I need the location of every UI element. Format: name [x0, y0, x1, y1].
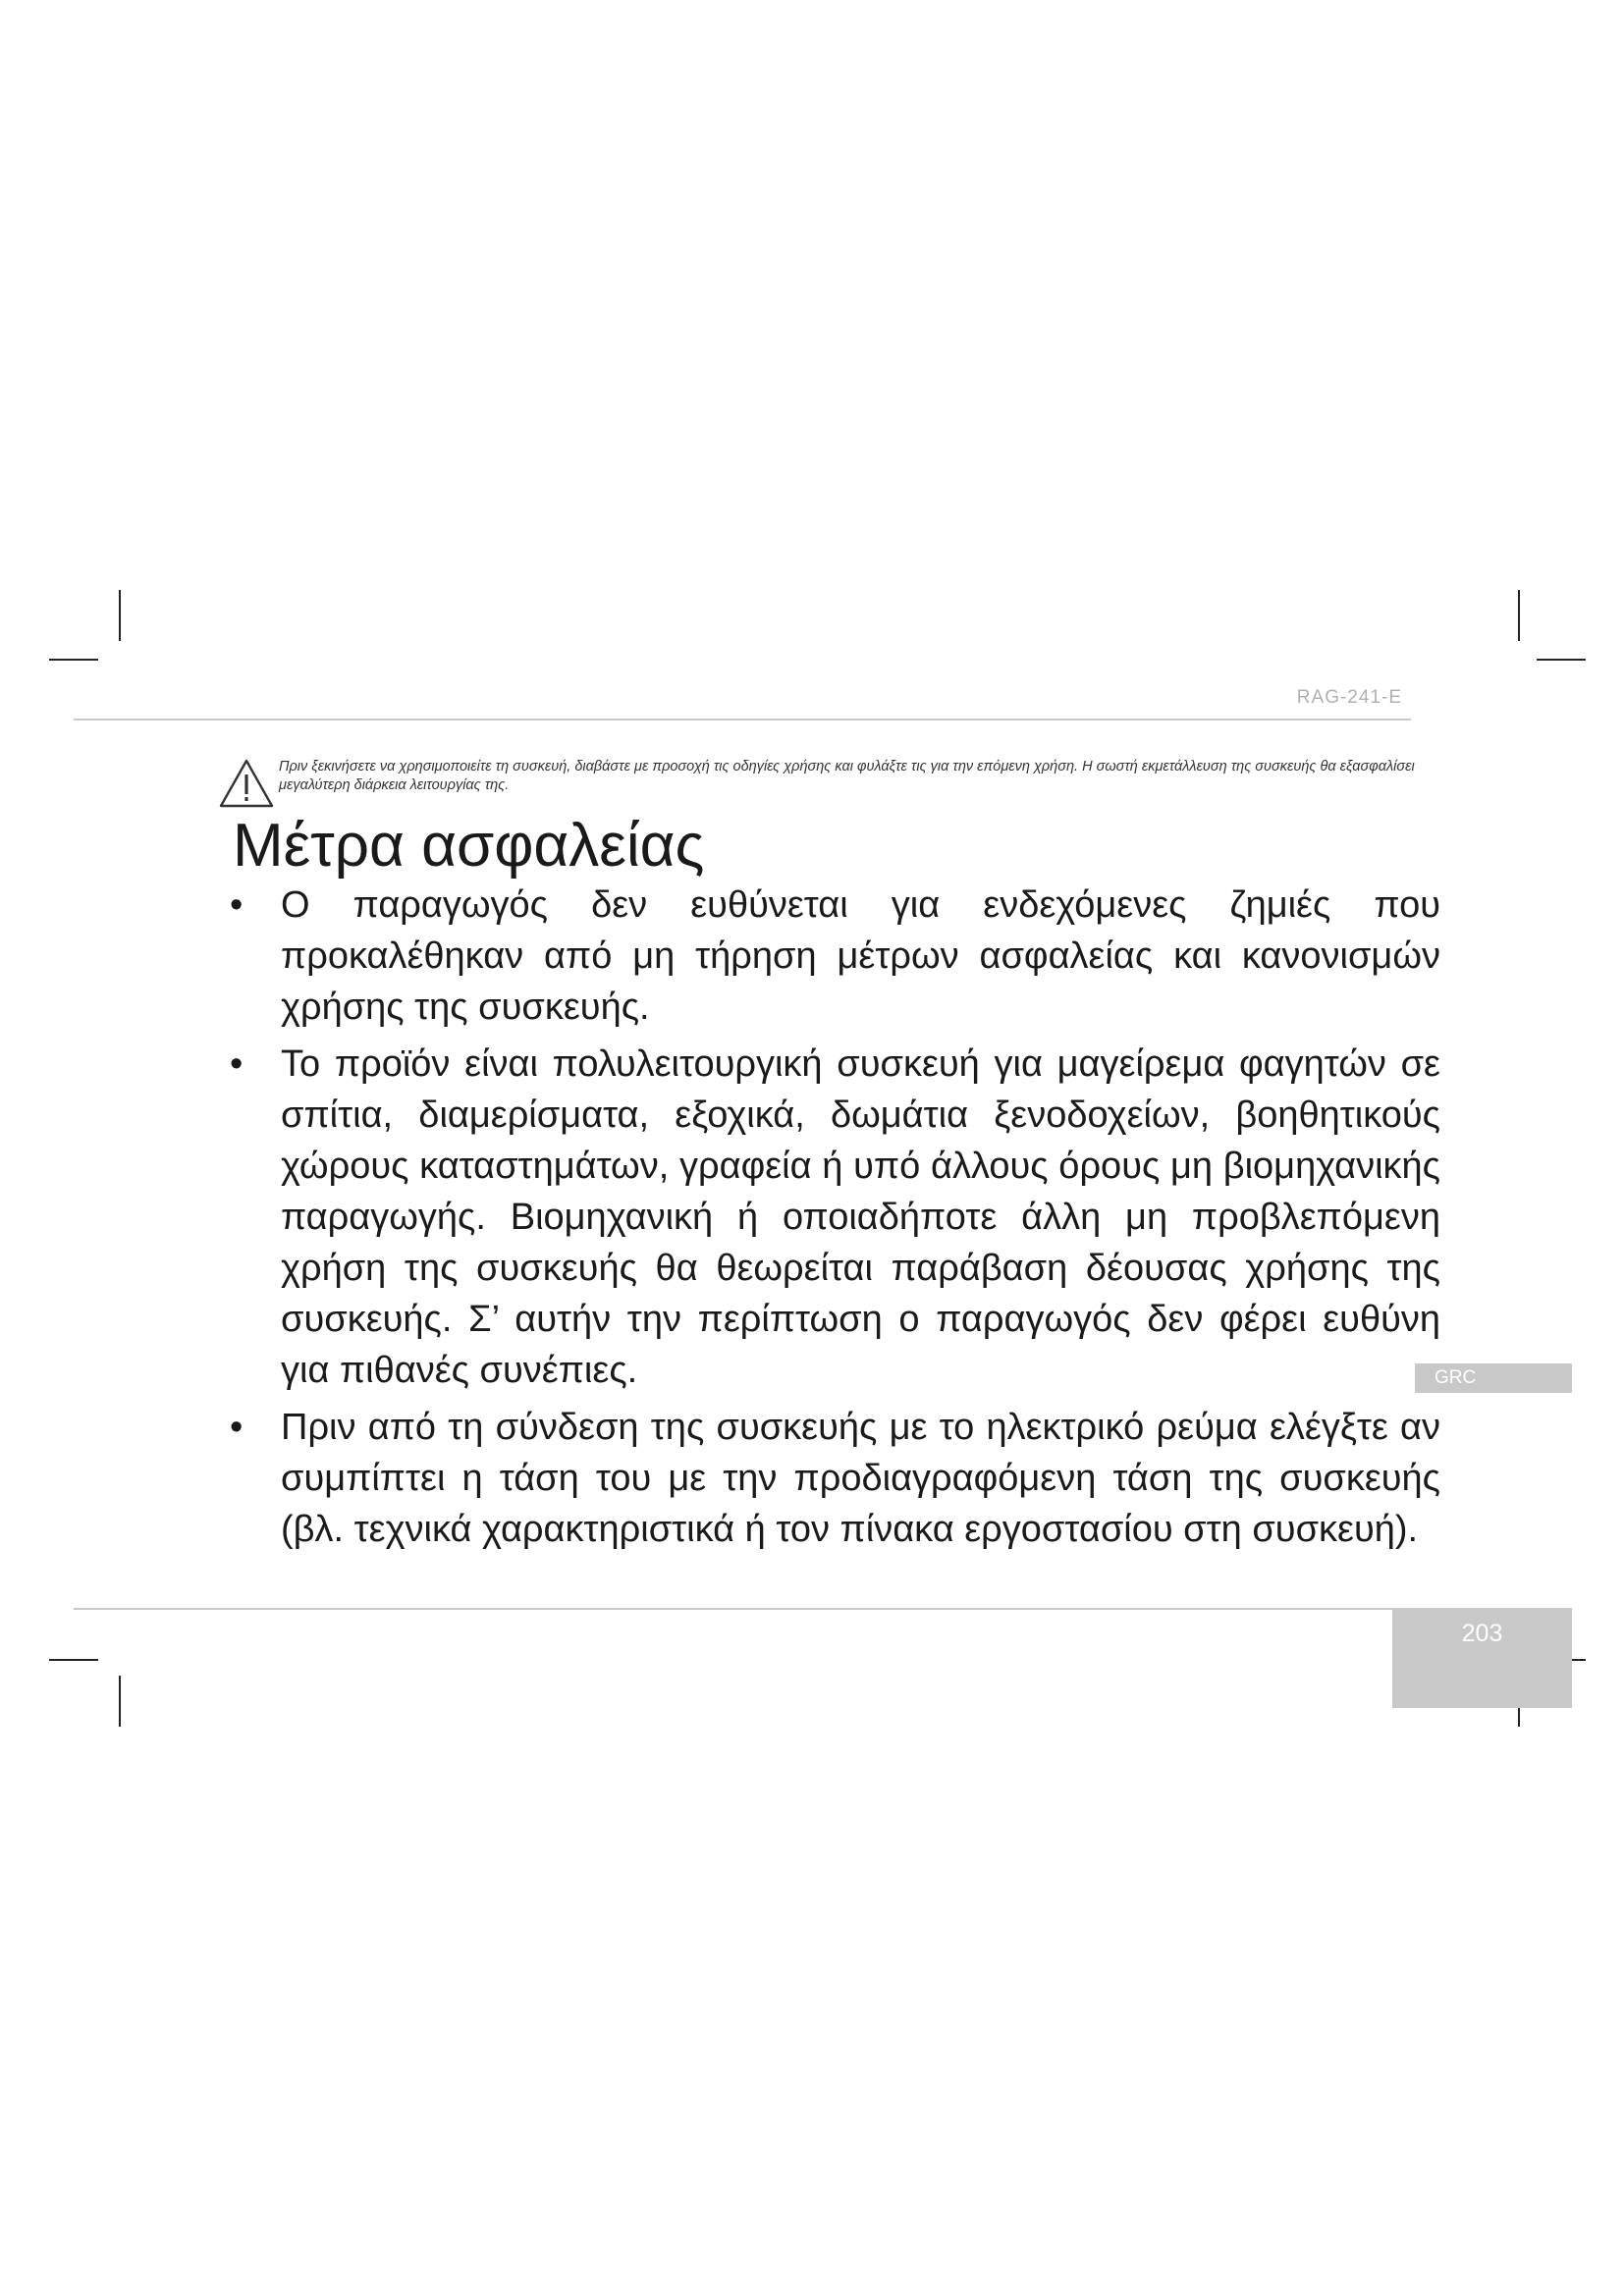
list-item: • Πριν από τη σύνδεση της συσκευής με το ηλεκτρικό ρεύμα ελέγξτε αν συμπίπτει η τάση του με την προδιαγραφόμενη τάση της συσκευής (βλ. τεχνικά χαρακτηριστικά ή τον πίνακα εργοστασίου στη συσκευή). — [228, 1402, 1440, 1555]
safety-content — [228, 880, 1440, 1561]
language-tab-label: GRC — [1435, 1367, 1477, 1388]
notice-text: Πριν ξεκινήσετε να χρησιμοποιείτε τη συσκευή, διαβάστε με προσοχή τις οδηγίες χρήσης και φυλάξτε τις για την επόμενη χρήση. Η σωστή εκμετάλλευση της συσκευής θα εξασφαλίσει μεγαλύτερη διάρκεια λειτουργίας της. — [279, 759, 1415, 793]
crop-mark-top-right-v — [1518, 590, 1520, 641]
model-code: RAG-241-E — [1296, 687, 1402, 708]
crop-mark-top-left-h — [49, 659, 98, 661]
language-tab — [1415, 1363, 1572, 1393]
warning-triangle-icon — [218, 758, 275, 809]
section-title: Μέτρα ασφαλείας — [233, 812, 705, 880]
footer-divider — [74, 1608, 1414, 1610]
crop-mark-bottom-left-h — [49, 1659, 98, 1661]
usage-notice — [218, 758, 1416, 795]
page-number: 203 — [1461, 1620, 1503, 1647]
header-divider — [74, 719, 1411, 721]
page-number-box — [1392, 1608, 1572, 1708]
safety-bullet-list — [228, 880, 1440, 1555]
list-item: • Το προϊόν είναι πολυλειτουργική συσκευή για μαγείρεμα φαγητών σε σπίτια, διαμερίσματα, εξοχικά, δωμάτια ξενοδοχείων, βοηθητικούς χώρους καταστημάτων, γραφεία ή υπό άλλους όρους μη βιομηχανικής παραγωγής. Βιομηχανική ή οποιαδήποτε άλλη μη προβλεπόμενη χρήση της συσκευής θα θεωρείται παράβαση δέουσας χρήσης της συσκευής. Σ’ αυτήν την περίπτωση ο παραγωγός δεν φέρει ευθύνη για πιθανές συνέπιες. — [228, 1039, 1440, 1396]
crop-mark-top-right-h — [1537, 659, 1586, 661]
list-item: • Ο παραγωγός δεν ευθύνεται για ενδεχόμενες ζημιές που προκαλέθηκαν από μη τήρηση μέτρων ασφαλείας και κανονισμών χρήσης της συσκευής. — [228, 880, 1440, 1033]
crop-mark-bottom-left-v — [119, 1676, 121, 1727]
crop-mark-top-left-v — [119, 590, 121, 641]
